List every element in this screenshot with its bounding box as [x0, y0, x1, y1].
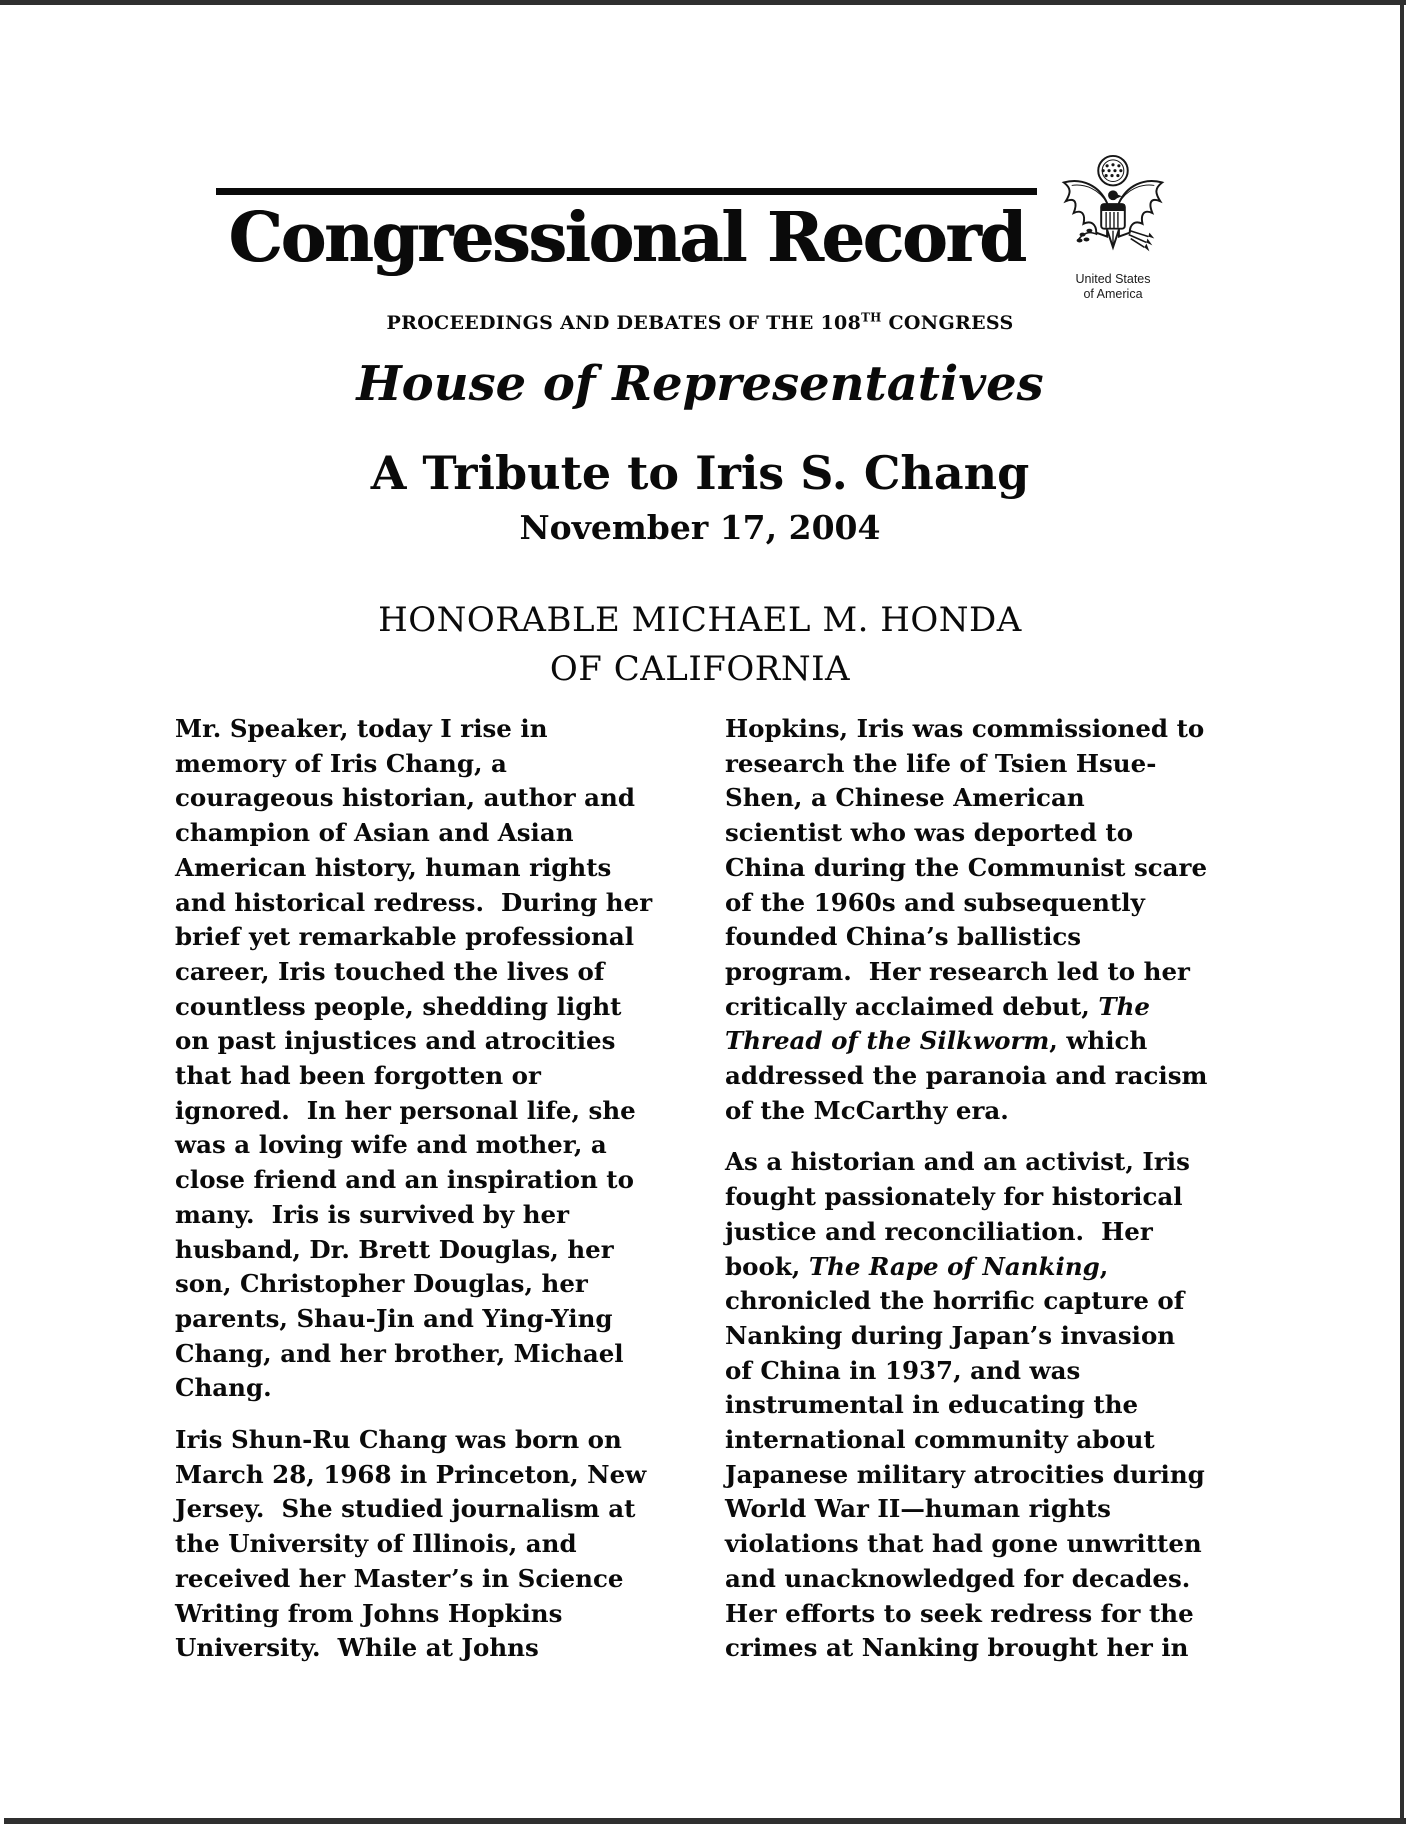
honoree-state: OF CALIFORNIA [549, 649, 851, 689]
paragraph [175, 1423, 660, 1666]
proceedings-text-after: CONGRESS [881, 312, 1014, 334]
seal-caption [1043, 272, 1183, 302]
text-segment: Mr. Speaker, today I rise in memory of Iris Chang, a courageous historian, author and champion of Asian and Asian American history, human rights and historical redress. During her brief yet remarkable professional career, Iris touched the lives of countless people, shedding light on past injustices and atrocities that had been forgotten or ignored. In her personal life, she was a loving wife and mother, a close friend and an inspiration to many. Iris is survived by her husband, Dr. Brett Douglas, her son, Christopher Douglas, her parents, Shau-Jin and Ying-Ying Chang, and her brother, Michael Chang. [175, 714, 661, 1403]
honoree-name: HONORABLE MICHAEL M. HONDA [378, 600, 1022, 640]
paragraph [725, 712, 1216, 1128]
text-segment: , chronicled the horrific capture of Nanking during Japan’s invasion of China in 1937, and was instrumental in educating the international community about Japanese military atrocities during World War II—human rights violations that had gone unwritten and unacknowledged for decades. Her efforts to seek redress for the crimes at Nanking brought her in [725, 1251, 1214, 1663]
article-body [175, 712, 1216, 1666]
text-segment: As a historian and an activist, Iris fought passionately for historical justice and reconciliation. Her book, [725, 1147, 1199, 1281]
honoree-block [300, 596, 1100, 694]
seal-caption-line2: of America [1083, 287, 1143, 301]
scan-edge-right [1400, 0, 1404, 1824]
text-segment: Hopkins, Iris was commissioned to research the life of Tsien Hsue-Shen, a Chinese American scientist who was deported to China during the Communist scare of the 1960s and subsequently founded China’s ballistics program. Her research led to her critically acclaimed debut, [725, 714, 1216, 1021]
body-column-left [175, 712, 660, 1666]
paragraph [725, 1145, 1214, 1666]
book-title: The Rape of Nanking [808, 1251, 1100, 1281]
scan-edge-top [0, 0, 1406, 5]
chamber-heading: House of Representatives [356, 356, 1044, 412]
seal-caption-line1: United States [1075, 272, 1151, 286]
text-segment: Iris Shun-Ru Chang was born on March 28, 1968 in Princeton, New Jersey. She studied journalism at the University of Illinois, and received her Master’s in Science Writing from Johns Hopkins University. While at Johns [175, 1425, 655, 1663]
book-title: The Thread of the Silkworm [725, 991, 1159, 1056]
proceedings-line [300, 312, 1100, 334]
paragraph [175, 712, 660, 1406]
tribute-title: A Tribute to Iris S. Chang [370, 446, 1030, 500]
proceedings-text: PROCEEDINGS AND DEBATES OF THE 108 [386, 312, 862, 334]
great-seal-icon [1054, 152, 1172, 270]
congress-ordinal-superscript: TH [861, 310, 882, 325]
publication-title: Congressional Record [228, 198, 1025, 278]
scan-edge-bottom [4, 1818, 1406, 1824]
text-segment: , which addressed the paranoia and racism of the McCarthy era. [725, 1026, 1216, 1125]
date-line: November 17, 2004 [519, 508, 881, 547]
masthead-rule [216, 188, 1037, 195]
us-seal [1043, 152, 1183, 302]
body-column-right [725, 712, 1216, 1666]
